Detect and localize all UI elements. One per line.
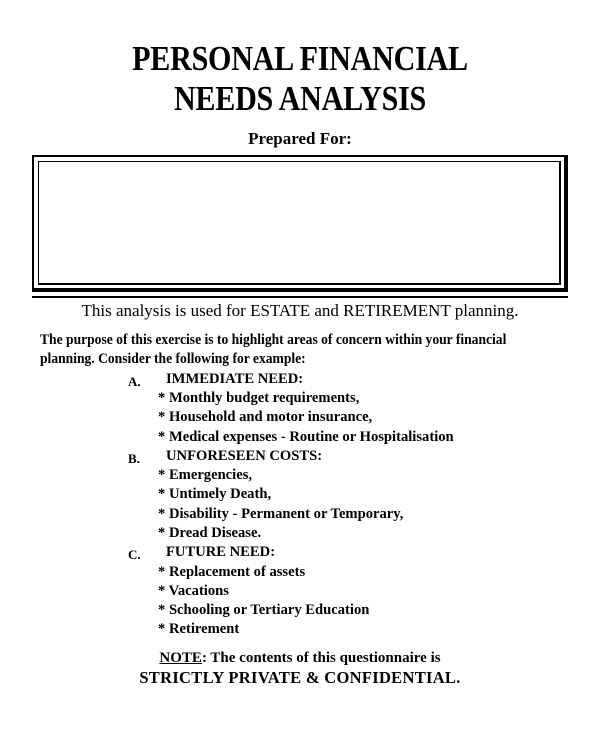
prepared-for-box-inner-border xyxy=(38,161,561,285)
analysis-use-statement: This analysis is used for ESTATE and RETIREMENT planning. xyxy=(81,301,519,320)
section-c-heading: FUTURE NEED: xyxy=(166,544,276,560)
prepared-for-label: Prepared For: xyxy=(248,129,352,148)
section-a-heading: IMMEDIATE NEED: xyxy=(166,371,304,387)
section-a-letter: A. xyxy=(128,374,141,389)
section-c-letter: C. xyxy=(128,547,141,562)
confidential-notice: STRICTLY PRIVATE & CONFIDENTIAL. xyxy=(139,668,461,687)
section-c-item: * Schooling or Tertiary Education xyxy=(158,602,370,618)
section-c-item: * Vacations xyxy=(158,583,229,599)
note-line xyxy=(0,650,600,667)
section-b-heading: UNFORESEEN COSTS: xyxy=(166,448,323,464)
document-title-line-2: NEEDS ANALYSIS xyxy=(173,79,427,118)
note-label: NOTE xyxy=(159,650,202,666)
section-b-item: * Emergencies, xyxy=(158,467,253,483)
section-c-item: * Retirement xyxy=(158,621,240,637)
purpose-line-2: planning. Consider the following for example: xyxy=(40,351,306,367)
purpose-line-1: The purpose of this exercise is to highlight areas of concern within your financial xyxy=(40,332,507,348)
purpose-paragraph xyxy=(40,331,528,369)
section-b-item: * Disability - Permanent or Temporary, xyxy=(158,506,404,522)
document-title-line-1: PERSONAL FINANCIAL xyxy=(132,39,468,78)
section-b-letter: B. xyxy=(128,451,140,466)
separator-line xyxy=(32,296,568,298)
section-b-item: * Dread Disease. xyxy=(158,525,262,541)
section-c-item: * Replacement of assets xyxy=(158,564,306,580)
section-a-item: * Monthly budget requirements, xyxy=(158,390,360,406)
section-a-item: * Household and motor insurance, xyxy=(158,409,373,425)
section-a-item: * Medical expenses - Routine or Hospitalisation xyxy=(158,429,454,445)
note-text: : The contents of this questionnaire is xyxy=(201,650,441,666)
section-b-item: * Untimely Death, xyxy=(158,486,272,502)
prepared-for-box[interactable] xyxy=(32,155,568,292)
